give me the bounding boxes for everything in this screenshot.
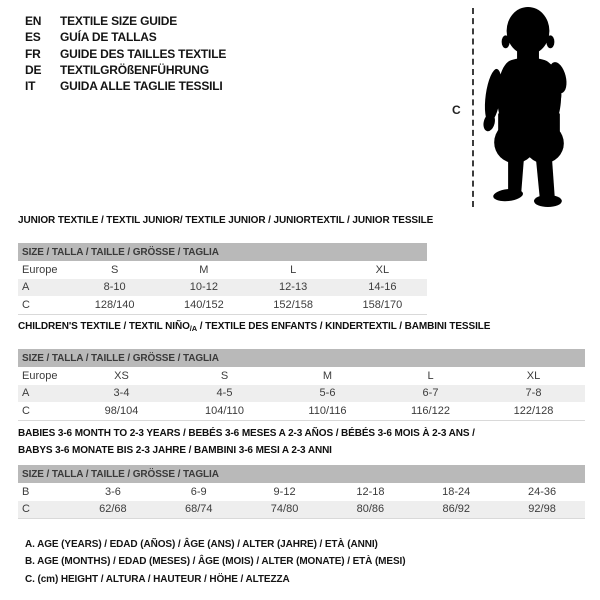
row-label: Europe: [22, 263, 58, 276]
language-guide-title: GUIDA ALLE TAGLIE TESSILI: [60, 79, 223, 94]
table-title: [18, 320, 585, 334]
cell-value: L: [290, 263, 297, 276]
table-row: [18, 483, 585, 501]
table-row: [18, 402, 585, 420]
title-text: BABIES 3-6 MONTH TO 2-3 YEARS / BEBÉS 3-6 MESES A 2-3 AÑOS / BÉBÉS 3-6 MOIS À 2-3 ANS /: [18, 428, 475, 439]
cell-value: 3-6: [104, 485, 121, 498]
cell-value: 6-9: [190, 485, 207, 498]
row-label: C: [22, 503, 30, 516]
cell-value: XL: [526, 369, 541, 382]
cell-value: 158/170: [362, 298, 403, 311]
table-title: [18, 214, 434, 228]
language-title-list: [25, 13, 226, 94]
language-guide-title: TEXTILE SIZE GUIDE: [60, 14, 178, 28]
cell-value: 5-6: [319, 387, 336, 400]
size-header-label: SIZE / TALLA / TAILLE / GRÖSSE / TAGLIA: [22, 246, 219, 258]
cell-value: 24-36: [527, 485, 557, 498]
cell-value: 128/140: [94, 298, 135, 311]
cell-value: L: [427, 369, 434, 382]
table-row: [18, 261, 427, 279]
table-row: [18, 279, 427, 297]
cell-value: 12-13: [279, 281, 308, 294]
table-title-line: [18, 443, 585, 460]
table-row: [18, 296, 427, 314]
title-text: / TEXTILE DES ENFANTS / KINDERTEXTIL / BAMBINI TESSILE: [197, 321, 491, 332]
row-label: C: [22, 298, 30, 311]
language-row: [25, 29, 226, 45]
language-guide-title: GUÍA DE TALLAS: [60, 30, 157, 45]
cell-value: XS: [114, 369, 129, 382]
measure-legend: [25, 536, 405, 588]
language-guide-title: TEXTILGRÖßENFÜHRUNG: [60, 62, 209, 77]
cell-value: 12-18: [356, 485, 385, 498]
size-header-label: SIZE / TALLA / TAILLE / GRÖSSE / TAGLIA: [22, 468, 219, 480]
cell-value: 122/128: [513, 404, 554, 417]
cell-value: 86/92: [442, 503, 470, 516]
table-title-line: [18, 426, 585, 443]
cell-value: 7-8: [525, 387, 542, 400]
language-row: [25, 78, 226, 94]
row-label: Europe: [22, 369, 58, 382]
language-row: [25, 62, 226, 78]
table-title: [18, 426, 585, 459]
title-text: BABYS 3-6 MONATE BIS 2-3 JAHRE / BAMBINI 3-6 MESI A 2-3 ANNI: [18, 444, 332, 456]
cell-value: 152/158: [273, 298, 313, 311]
size-header-bar: [18, 243, 427, 261]
row-label: C: [22, 404, 30, 417]
language-row: [25, 13, 226, 29]
table-row: [18, 501, 585, 519]
cell-value: 110/116: [308, 404, 347, 417]
junior-textile-table: [18, 214, 434, 315]
cell-value: 74/80: [270, 503, 299, 516]
cell-value: 116/122: [411, 404, 450, 417]
table-row: [18, 385, 585, 403]
cell-value: 4-5: [216, 387, 233, 400]
table-row: [18, 367, 585, 385]
title-subscript: /A: [189, 324, 198, 333]
footnote-line: B. AGE (MONTHS) / EDAD (MESES) / ÂGE (MOIS) / ALTER (MONATE) / ETÀ (MESI): [25, 556, 406, 568]
language-row: [25, 46, 226, 62]
cell-value: 98/104: [104, 404, 139, 417]
height-measure-label: C: [452, 103, 461, 117]
cell-value: 6-7: [422, 387, 439, 400]
childrens-textile-table: [18, 320, 585, 421]
cell-value: 14-16: [368, 281, 397, 294]
toddler-silhouette-icon: [479, 4, 581, 208]
row-label: A: [22, 281, 30, 294]
cell-value: 80/86: [356, 503, 385, 516]
footnote-line: C. (cm) HEIGHT / ALTURA / HAUTEUR / HÖHE / ALTEZZA: [25, 573, 290, 585]
table-rows: [18, 261, 427, 315]
cell-value: 18-24: [442, 485, 471, 498]
cell-value: 92/98: [528, 503, 556, 516]
table-rows: [18, 483, 585, 519]
size-header-bar: [18, 349, 585, 367]
title-text: CHILDREN'S TEXTILE / TEXTIL NIÑO: [18, 321, 190, 332]
row-label: B: [22, 485, 30, 498]
height-measure-dashed-line: [472, 8, 474, 207]
language-code: ES: [25, 30, 41, 45]
title-text: JUNIOR TEXTILE / TEXTIL JUNIOR/ TEXTILE JUNIOR / JUNIORTEXTIL / JUNIOR TESSILE: [18, 215, 434, 226]
babies-textile-table: [18, 426, 585, 519]
cell-value: M: [199, 263, 209, 276]
cell-value: 8-10: [103, 281, 126, 294]
table-rows: [18, 367, 585, 421]
cell-value: 9-12: [273, 485, 296, 498]
row-label: A: [22, 387, 30, 400]
cell-value: S: [110, 263, 119, 276]
size-header-label: SIZE / TALLA / TAILLE / GRÖSSE / TAGLIA: [22, 352, 219, 364]
size-header-bar: [18, 465, 585, 483]
language-guide-title: GUIDE DES TAILLES TEXTILE: [60, 46, 227, 61]
language-code: FR: [25, 46, 41, 61]
table-title-line: [18, 320, 585, 334]
cell-value: 104/110: [205, 404, 244, 417]
language-code: IT: [25, 79, 36, 94]
table-title-line: [18, 214, 434, 228]
cell-value: 3-4: [113, 387, 130, 400]
cell-value: 140/152: [183, 298, 224, 311]
cell-value: 10-12: [189, 281, 218, 294]
cell-value: 68/74: [184, 503, 213, 516]
cell-value: XL: [375, 263, 390, 276]
cell-value: M: [322, 369, 333, 382]
cell-value: S: [220, 369, 229, 382]
language-code: DE: [25, 62, 42, 77]
language-code: EN: [25, 14, 42, 28]
cell-value: 62/68: [99, 503, 127, 516]
footnote-line: A. AGE (YEARS) / EDAD (AÑOS) / ÂGE (ANS) / ALTER (JAHRE) / ETÀ (ANNI): [25, 539, 378, 550]
